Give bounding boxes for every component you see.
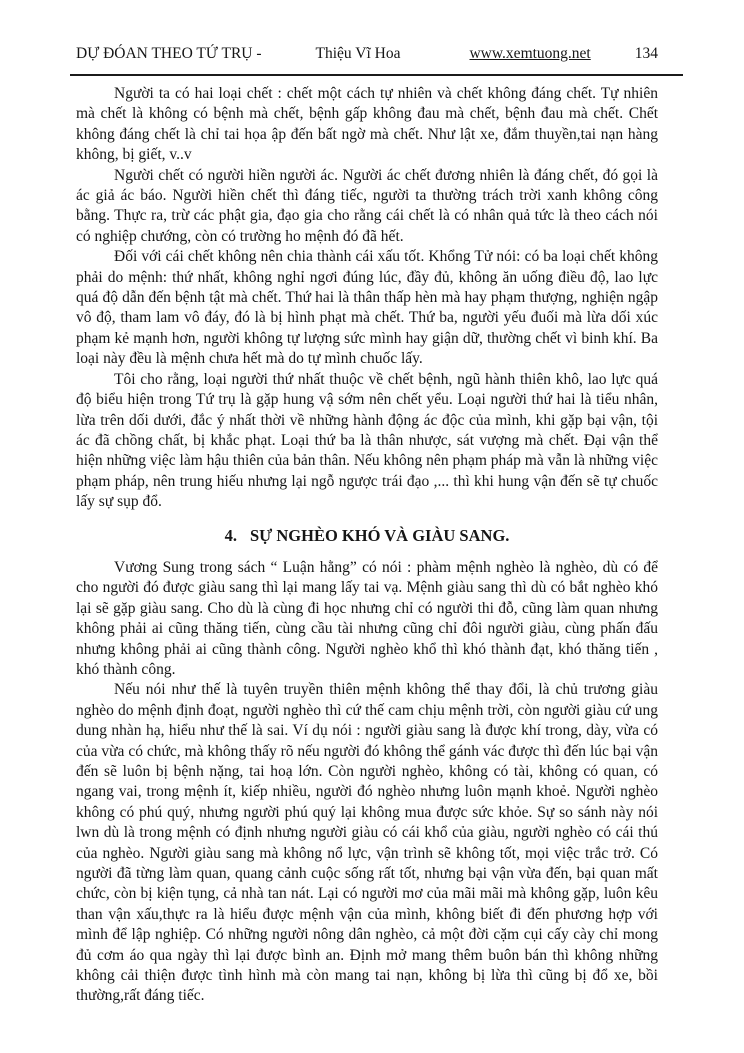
header-divider — [70, 74, 683, 76]
paragraph-author-opinion: Tôi cho rằng, loại người thứ nhất thuộc về chết bệnh, ngũ hành thiên khô, lao lực quá độ biểu hiện trong Tứ trụ là gặp hung vậ sớm nên chết yểu. Loại người thứ hai là tiểu nhân, lừa trên dối dưới, đắc ý nhất thời về những hành động ác độc của mình, khi gặp bại vận, tội ác đã chồng chất, bị khắc phạt. Loại thứ ba là thân nhược, sát vượng mà chết. Đại vận thể hiện những việc làm hậu thiên của bản thân. Nếu không nên phạm pháp mà vẫn là những việc phạm pháp, nên trung hiếu nhưng lại ngỗ ngược trái đạo ,... thì khi hung vận đến sẽ tự chuốc lấy sự sụp đổ. — [76, 370, 658, 511]
page-header — [76, 45, 658, 63]
book-title: DỰ ĐÓAN THEO TỨ TRỤ - — [76, 45, 262, 62]
author-name: Thiệu Vĩ Hoa — [315, 45, 401, 62]
section-number: 4. — [224, 525, 237, 545]
paragraph-two-kinds-of-death: Người ta có hai loại chết : chết một cách tự nhiên và chết không đáng chết. Tự nhiên mà chết là không có bệnh mà chết, bệnh gấp không đau mà chết, bệnh đau mà chết. Chết không đáng chết là chỉ tai họa ập đến bất ngờ mà chết. Như lật xe, đắm thuyền,tai nạn hàng không, bị giết, v..v — [76, 85, 658, 164]
paragraph-fate-discussion: Nếu nói như thế là tuyên truyền thiên mệnh không thể thay đổi, là chủ trương giàu nghèo do mệnh định đoạt, người nghèo thì cứ thế cam chịu mệnh trời, còn người giàu cứ ung dung nhàn hạ, hiểu như thế là sai. Ví dụ nói : người giàu sang là được khí trong, dày, vừa có của vừa có chức, mà không thấy rõ nếu người đó không thể gánh vác được thì đến lúc bại vận đến sẽ luôn bị bệnh nặng, tai hoạ lớn. Còn người nghèo, không có tài, không có quan, có ngang vai, trong mệnh ít, kiếp nhiều, người đó nghèo nhưng luôn mạnh khoẻ. Người nghèo không có phú quý, nhưng người phú quý lại không mua được sức khỏe. Sự so sánh này nói lwn dù là trong mệnh có định nhưng người giàu có cái khổ của giàu, người nghèo có cái thú của nghèo. Người giàu sang mà không nổ lực, vận trình sẽ không tốt, mọi việc trắc trở. Có người đã từng làm quan, quang cảnh cuộc sống rất tốt, nhưng bại vận vừa đến, bại quan mất chức, còn bị kiện tụng, cả nhà tan nát. Lại có người mơ của mãi mãi mà không gặp, luôn kêu than vận xấu,thực ra là hiểu được mệnh vận của mình, không biết đi đến phương hợp với mình để lập nghiệp. Có những người nông dân nghèo, cả một đời cặm cụi cấy cày chỉ mong đủ cơm áo qua ngày thì lại được bình an. Định mở mang thêm buôn bán thì không những không cải thiện được tình hình mà còn mang tai nạn, không bị lừa thì cũng bị đổ xe, bồi thường,rất đáng tiếc. — [76, 681, 658, 1005]
paragraph-good-and-evil-death: Người chết có người hiền người ác. Người ác chết đương nhiên là đáng chết, đó gọi là ác giả ác báo. Người hiền chết thì đáng tiếc, người ta thường trách trời xanh không công bằng. Thực ra, trừ các phật gia, đạo gia cho rằng cái chết là có nhân quả tức là theo cách nói có nghiệp chướng, còn có trường ho mệnh đó đã hết. — [76, 166, 658, 245]
website-link[interactable]: www.xemtuong.net — [469, 45, 591, 62]
section-heading — [76, 526, 658, 546]
page-number: 134 — [634, 45, 658, 62]
paragraph-confucius-three-deaths: Đối với cái chết không nên chia thành cái xấu tốt. Khổng Tử nói: có ba loại chết không phải do mệnh: thứ nhất, không nghỉ ngơi đúng lúc, đầy đủ, không ăn uống điều độ, lao lực quá độ dẫn đến bệnh tật mà chết. Thứ hai là thân thấp hèn mà hay phạm thượng, nghiện ngập vô độ, tham lam vô đáy, đó là bị hình phạt mà chết. Thứ ba, người yếu đuối mà lừa dối xúc phạm kẻ mạnh hơn, người không tự lượng sức mình hay giận dữ, thường chết vì binh khí. Ba loại này đều là mệnh chưa hết mà do tự mình chuốc lấy. — [76, 248, 658, 368]
section-title: SỰ NGHÈO KHÓ VÀ GIÀU SANG. — [249, 525, 510, 545]
page-content — [76, 84, 658, 1007]
paragraph-vuong-sung-quote: Vương Sung trong sách “ Luận hằng” có nói : phàm mệnh nghèo là nghèo, dù có để cho người đó được giàu sang thì lại mang lấy tai vạ. Mệnh giàu sang thì dù có bắt nghèo khó lại sẽ gặp giàu sang. Cho dù là cùng đi học nhưng chỉ có người thi đỗ, cũng làm quan nhưng không phải ai cũng thăng tiến, cùng cầu tài nhưng cũng chỉ đôi người giàu, cùng phấn đấu nhưng không phải ai cũng thành công. Người nghèo khổ thì khó thành đạt, khó thăng tiến , khó thành công. — [76, 558, 658, 678]
